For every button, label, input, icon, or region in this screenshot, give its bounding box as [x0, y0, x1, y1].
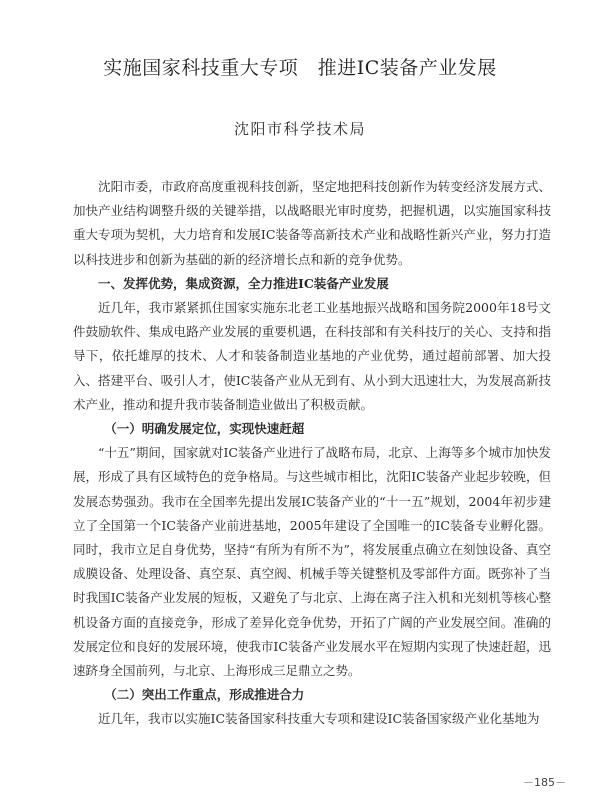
subsection-1-heading: （一）明确发展定位，实现快速赶超 — [104, 421, 305, 437]
document-body — [73, 175, 551, 732]
section-1-heading: 一、发挥优势，集成资源，全力推进IC装备产业发展 — [98, 275, 389, 291]
page-number: －185－ — [523, 776, 566, 789]
intro-paragraph: 沈阳市委，市政府高度重视科技创新，坚定地把科技创新作为转变经济发展方式、加快产业结构调整升级的关键举措，以战略眼光审时度势，把握机遇，以实施国家科技重大专项为契机，大力培育和发展IC装备等高新技术产业和战略性新兴产业，努力打造以科技进步和创新为基础的新的经济增长点和新的竞争优势。 — [73, 179, 551, 267]
subsection-1-paragraph: “十五”期间，国家就对IC装备产业进行了战略布局，北京、上海等多个城市加快发展，形成了具有区域特色的竞争格局。与这些城市相比，沈阳IC装备产业起步较晚，但发展态势强劲。我市在全国率先提出发展IC装备产业的“十一五”规划，2004年初步建立了全国第一个IC装备产业前进基地，2005年建设了全国唯一的IC装备专业孵化器。同时，我市立足自身优势，坚持“有所为有所不为”，将发展重点确立在刻蚀设备、真空成膜设备、处理设备、真空泵、真空阀、机械手等关键整机及零部件方面。既弥补了当时我国IC装备产业发展的短板，又避免了与北京、上海在离子注入机和光刻机等核心整机设备方面的直接竞争，形成了差异化竞争优势，开拓了广阔的产业发展空间。准确的发展定位和良好的发展环境，使我市IC装备产业发展水平在短期内实现了快速赶超，迅速跻身全国前列，与北京、上海形成三足鼎立之势。 — [73, 445, 551, 679]
section-1-paragraph: 近几年，我市紧紧抓住国家实施东北老工业基地振兴战略和国务院2000年18号文件鼓励软件、集成电路产业发展的重要机遇，在科技部和有关科技厅的关心、支持和指导下，依托雄厚的技术、人才和装备制造业基地的产业优势，通过超前部署、加大投入、搭建平台、吸引人才，使IC装备产业从无到有、从小到大迅速壮大，为发展高新技术产业，推动和提升我市装备制造业做出了积极贡献。 — [73, 300, 551, 412]
subsection-2-heading: （二）突出工作重点，形成推进合力 — [104, 687, 305, 703]
subsection-2-paragraph: 近几年，我市以实施IC装备国家科技重大专项和建设IC装备国家级产业化基地为 — [98, 711, 540, 727]
document-title: 实施国家科技重大专项 推进IC装备产业发展 — [103, 57, 497, 79]
author-organization: 沈阳市科学技术局 — [233, 120, 366, 138]
